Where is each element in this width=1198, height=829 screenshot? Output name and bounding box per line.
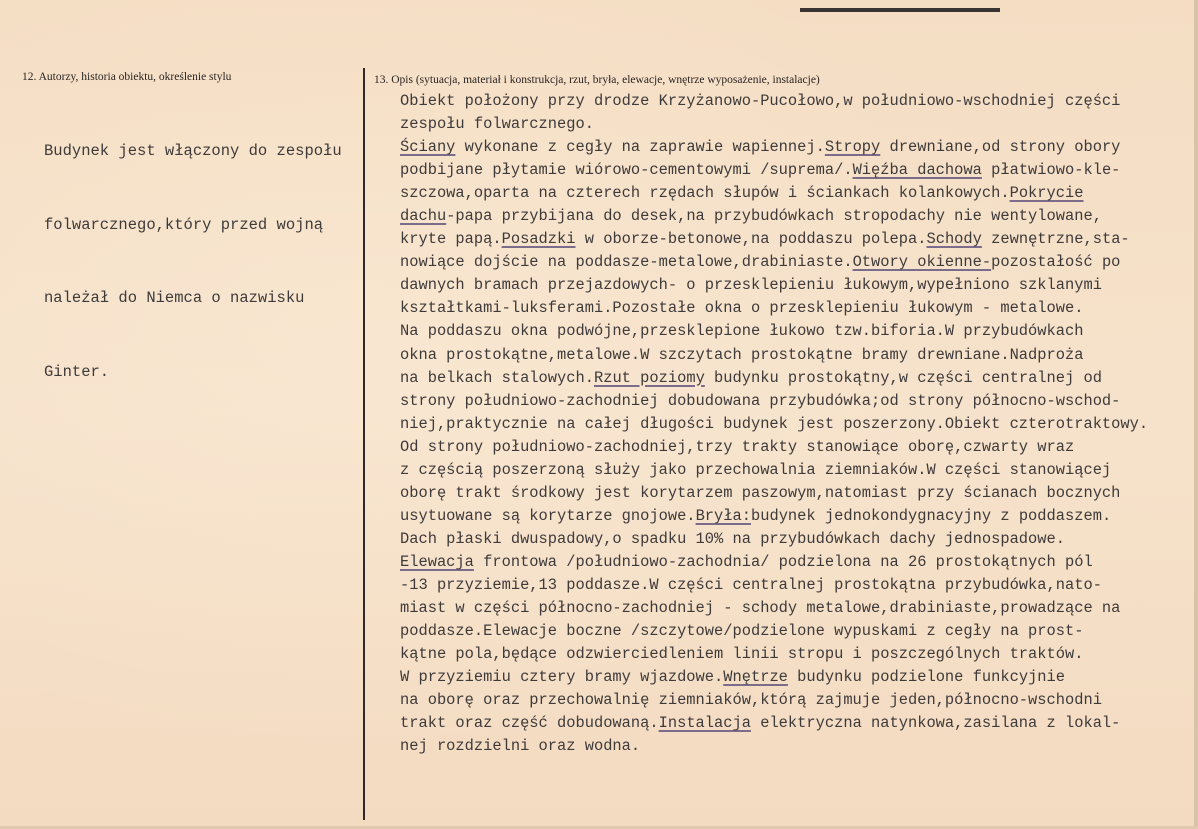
- text-run: drewniane,od strony obory: [880, 138, 1121, 157]
- section-13-line: [400, 90, 1148, 113]
- column-divider: [363, 68, 365, 820]
- section-13-line: [400, 413, 1148, 436]
- underlined-keyword: dachu: [400, 207, 447, 226]
- text-run: kątne pola,będące odzwierciedleniem linii stropu i poszczególnych traktów.: [400, 645, 1084, 664]
- text-run: pozostałość po: [991, 253, 1121, 272]
- underlined-keyword: Schody: [926, 230, 982, 249]
- text-run: oborę trakt środkowy jest korytarzem paszowym,natomiast przy ścianach bocznych: [400, 483, 1121, 502]
- section-13-header: 13. Opis (sytuacja, materiał i konstrukcja, rzut, bryła, elewacje, wnętrze wyposażenie, instalacje): [374, 74, 820, 86]
- text-run: Od strony południowo-zachodniej,trzy trakty stanowiące oborę,czwarty wraz: [400, 437, 1075, 456]
- underlined-keyword: Wnętrze: [723, 668, 788, 687]
- section-13-line: [400, 643, 1148, 666]
- text-run: -13 przyziemie,13 poddasze.W części centralnej prostokątna przybudówka,nato-: [400, 575, 1102, 594]
- text-run: Obiekt położony przy drodze Krzyżanowo-Pucołowo,w południowo-wschodniej części: [400, 92, 1121, 110]
- text-run: Na poddaszu okna podwójne,przesklepione łukowo tzw.biforia.W przybudówkach: [400, 322, 1084, 341]
- section-13-line: [400, 182, 1148, 205]
- text-run: wykonane z cegły na zaprawie wapiennej.: [455, 138, 825, 157]
- text-run: budynku prostokątny,w części centralnej od: [704, 368, 1102, 387]
- underlined-keyword: Pokrycie: [1009, 184, 1084, 203]
- text-run: miast w części północno-zachodniej - schody metalowe,drabiniaste,prowadzące na: [400, 599, 1121, 618]
- section-13-line: [400, 159, 1148, 182]
- underlined-keyword: Elewacja: [400, 552, 474, 571]
- section-13-line: [400, 574, 1148, 597]
- section-13-line: [400, 367, 1148, 390]
- text-run: -papa przybijana do desek,na przybudówkach stropodachy nie wentylowane,: [446, 207, 1102, 226]
- section-12-header: 12. Autorzy, historia obiektu, określenie stylu: [22, 71, 232, 83]
- text-run: szczowa,oparta na czterech rzędach słupów i ściankach kolankowych.: [400, 184, 1010, 203]
- section-13-line: [400, 689, 1148, 712]
- top-rule: [800, 8, 1000, 12]
- underlined-keyword: Rzut poziomy: [593, 368, 705, 387]
- text-run: W przyziemiu cztery bramy wjazdowe.: [400, 668, 724, 687]
- section-13-line: [400, 551, 1148, 574]
- underlined-keyword: Posadzki: [501, 230, 576, 249]
- text-run: nowiące dojście na poddasze-metalowe,drabiniaste.: [400, 253, 853, 272]
- text-run: usytuowane są korytarze gnojowe.: [400, 506, 696, 525]
- text-run: poddasze.Elewacje boczne /szczytowe/podzielone wypuskami z cegły na prost-: [400, 622, 1084, 641]
- section-13-line: [400, 712, 1148, 735]
- section-13-line: [400, 228, 1148, 251]
- text-run: trakt oraz część dobudowaną.: [400, 714, 659, 733]
- section-12-line: Ginter.: [44, 362, 110, 381]
- text-run: zewnętrzne,sta-: [981, 230, 1130, 249]
- section-12-text: [44, 90, 342, 433]
- underlined-keyword: Stropy: [824, 138, 881, 157]
- text-run: budynek jednokondygnacyjny z poddaszem.: [750, 506, 1112, 525]
- underlined-keyword: Więźba dachowa: [852, 161, 982, 180]
- text-run: elektryczna natynkowa,zasilana z lokal-: [750, 714, 1121, 733]
- section-13-line: [400, 459, 1148, 482]
- section-13-line: [400, 390, 1148, 413]
- section-12-line: folwarcznego,który przed wojną: [44, 215, 324, 234]
- text-run: w oborze-betonowe,na poddaszu polepa.: [575, 230, 927, 249]
- section-13-line: [400, 666, 1148, 689]
- underlined-keyword: Otwory okienne-: [852, 253, 992, 272]
- text-run: strony południowo-zachodniej dobudowana przybudówka;od strony północno-wschod-: [400, 391, 1121, 410]
- section-12-line: należał do Niemca o nazwisku: [44, 289, 305, 307]
- section-13-line: [400, 320, 1148, 343]
- sheet-right-edge: [1194, 0, 1198, 829]
- section-12-line: Budynek jest włączony do zespołu: [44, 142, 342, 160]
- section-13-line: [400, 205, 1148, 228]
- text-run: zespołu folwarcznego.: [400, 115, 594, 134]
- text-run: kształtkami-luksferami.Pozostałe okna o przesklepieniu łukowym - metalowe.: [400, 299, 1084, 318]
- section-13-line: [400, 274, 1148, 297]
- section-13-line: [400, 505, 1148, 528]
- text-run: na oborę oraz przechowalnię ziemniaków,którą zajmuje jeden,północno-wschodni: [400, 691, 1102, 710]
- section-13-line: [400, 482, 1148, 505]
- text-run: na belkach stalowych.: [400, 368, 594, 387]
- section-13-line: [400, 136, 1148, 159]
- section-13-line: [400, 620, 1148, 643]
- text-run: kryte papą.: [400, 230, 502, 249]
- text-run: z częścią poszerzoną służy jako przechowalnia ziemniaków.W części stanowiącej: [400, 460, 1112, 479]
- text-run: frontowa /południowo-zachodnia/ podzielona na 26 prostokątnych pól: [473, 552, 1093, 571]
- section-13-line: [400, 436, 1148, 459]
- section-13-line: [400, 344, 1148, 367]
- text-run: podbijane płytamie wiórowo-cementowymi /suprema/.: [400, 161, 853, 180]
- text-run: nej rozdzielni oraz wodna.: [400, 737, 641, 756]
- text-run: budynku podzielone funkcyjnie: [787, 668, 1065, 687]
- underlined-keyword: Ściany: [400, 138, 456, 157]
- underlined-keyword: Instalacja: [658, 714, 751, 733]
- section-13-text: [400, 90, 1148, 758]
- text-run: płatwiowo-kle-: [981, 161, 1121, 180]
- text-run: niej,praktycznie na całej długości budynek jest poszerzony.Obiekt czterotraktowy.: [400, 414, 1149, 433]
- section-13-line: [400, 597, 1148, 620]
- section-13-line: [400, 251, 1148, 274]
- text-run: Dach płaski dwuspadowy,o spadku 10% na przybudówkach dachy jednospadowe.: [400, 529, 1065, 548]
- section-13-line: [400, 297, 1148, 320]
- underlined-keyword: Bryła:: [695, 506, 751, 525]
- section-13-line: [400, 528, 1148, 551]
- section-13-line: [400, 113, 1148, 136]
- text-run: dawnych bramach przejazdowych- o przesklepieniu łukowym,wypełniono szklanymi: [400, 276, 1102, 295]
- section-13-line: [400, 735, 1148, 758]
- text-run: okna prostokątne,metalowe.W szczytach prostokątne bramy drewniane.Nadproża: [400, 345, 1084, 364]
